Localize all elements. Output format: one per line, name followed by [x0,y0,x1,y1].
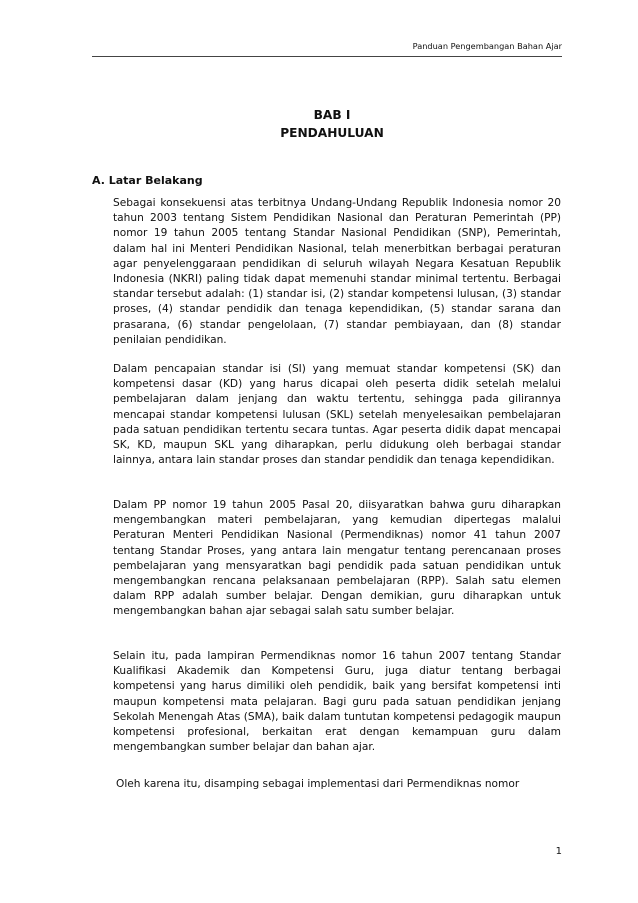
section-heading: A. Latar Belakang [92,174,203,187]
chapter-name: PENDAHULUAN [280,126,384,140]
paragraph: Selain itu, pada lampiran Permendiknas nomor 16 tahun 2007 tentang Standar Kualifikasi Akademik dan Kompetensi Guru, juga diatur tentang berbagai kompetensi yang harus dimiliki oleh pendidik, baik yang bersifat kompetensi inti maupun kompetensi mata pelajaran. Bagi guru pada satuan pendidikan jenjang Sekolah Menengah Atas (SMA), baik dalam tuntutan kompetensi pedagogik maupun kompetensi profesional, berkaitan erat dengan kemampuan guru dalam mengembangkan sumber belajar dan bahan ajar. [113,650,561,754]
page-number: 1 [555,846,562,857]
chapter-label: BAB I [313,108,351,122]
paragraph-continued: Oleh karena itu, disamping sebagai implementasi dari Permendiknas nomor [116,778,520,790]
paragraph: Dalam PP nomor 19 tahun 2005 Pasal 20, diisyaratkan bahwa guru diharapkan mengembangkan materi pembelajaran, yang kemudian dipertegas malalui Peraturan Menteri Pendidikan Nasional (Permendiknas) nomor 41 tahun 2007 tentang Standar Proses, yang antara lain mengatur tentang perencanaan proses pembelajaran yang mensyaratkan bagi pendidik pada satuan pendidikan untuk mengembangkan rencana pelaksanaan pembelajaran (RPP). Salah satu elemen dalam RPP adalah sumber belajar. Dengan demikian, guru diharapkan untuk mengembangkan bahan ajar sebagai salah satu sumber belajar. [113,499,561,618]
header-divider [92,56,562,57]
paragraph: Dalam pencapaian standar isi (SI) yang memuat standar kompetensi (SK) dan kompetensi dasar (KD) yang harus dicapai oleh peserta didik setelah melalui pembelajaran dalam jenjang dan waktu tertentu, sehingga pada gilirannya mencapai standar kompetensi lulusan (SKL) setelah menyelesaikan pembelajaran pada satuan pendidikan tertentu secara tuntas. Agar peserta didik dapat mencapai SK, KD, maupun SKL yang diharapkan, perlu didukung oleh berbagai standar lainnya, antara lain standar proses dan standar pendidik dan tenaga kependidikan. [113,363,561,467]
chapter-title [92,106,572,142]
paragraph: Sebagai konsekuensi atas terbitnya Undang-Undang Republik Indonesia nomor 20 tahun 2003 tentang Sistem Pendidikan Nasional dan Peraturan Pemerintah (PP) nomor 19 tahun 2005 tentang Standar Nasional Pendidikan (SNP), Pemerintah, dalam hal ini Menteri Pendidikan Nasional, telah menerbitkan berbagai peraturan agar penyelenggaraan pendidikan di seluruh wilayah Negara Kesatuan Republik Indonesia (NKRI) paling tidak dapat memenuhi standar minimal tertentu. Berbagai standar tersebut adalah: (1) standar isi, (2) standar kompetensi lulusan, (3) standar proses, (4) standar pendidik dan tenaga kependidikan, (5) standar sarana dan prasarana, (6) standar pengelolaan, (7) standar pembiayaan, dan (8) standar penilaian pendidikan. [113,197,561,346]
running-header: Panduan Pengembangan Bahan Ajar [412,41,562,51]
